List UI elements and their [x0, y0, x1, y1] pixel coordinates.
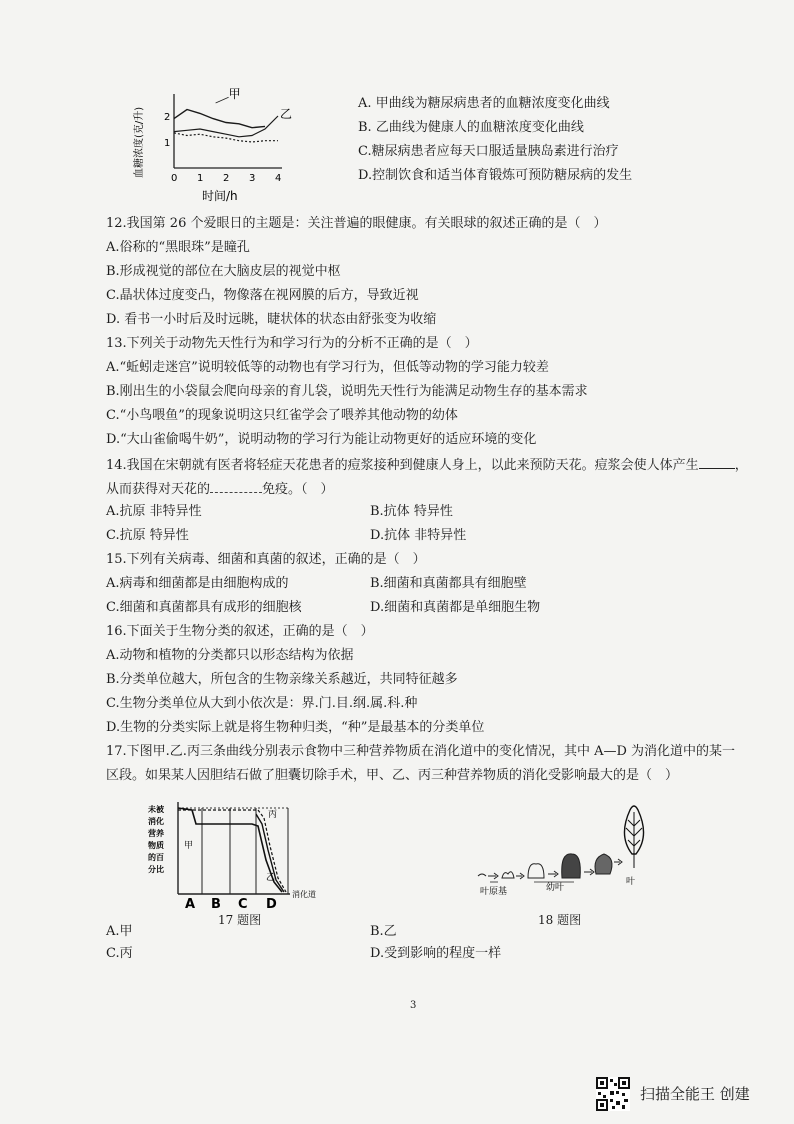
fig17-ylabel-line: 的百	[148, 853, 164, 862]
q17-option-c[interactable]: C.丙	[106, 946, 133, 961]
q13-stem: 13.下列关于动物先天性行为和学习行为的分析不正确的是（ ）	[106, 336, 478, 351]
footer-brand: 扫描全能王 创建	[640, 1085, 750, 1103]
label-young-leaf: 幼叶	[546, 883, 565, 893]
y-tick-label: 1	[164, 138, 171, 149]
fig17-caption: 17 题图	[218, 913, 262, 927]
q12-option-b[interactable]: B.形成视觉的部位在大脑皮层的视觉中枢	[106, 264, 341, 279]
q13-option-d[interactable]: D.“大山雀偷喝牛奶”，说明动物的学习行为能让动物更好的适应环境的变化	[106, 432, 537, 447]
leaf-stage-icon	[595, 854, 612, 874]
q12-option-d[interactable]: D. 看书一小时后及时远眺，睫状体的状态由舒张变为收缩	[106, 312, 437, 327]
q16-option-c[interactable]: C.生物分类单位从大到小依次是：界.门.目.纲.属.科.种	[106, 696, 418, 711]
blood-sugar-chart	[130, 86, 293, 206]
young-leaf-icon	[562, 854, 581, 878]
chart-ylabel: 血糖浓度(克/升)	[134, 106, 145, 178]
q12-option-c[interactable]: C.晶状体过度变凸，物像落在视网膜的后方，导致近视	[106, 288, 419, 303]
fig17-ylabel-line: 未被	[148, 805, 164, 814]
q14-stem-b: 从而获得对天花的	[106, 482, 211, 497]
label-leaf-primordium: 叶原基	[480, 887, 508, 897]
label-leaf: 叶	[626, 877, 636, 887]
q16-option-a[interactable]: A.动物和植物的分类都只以形态结构为依据	[106, 648, 354, 663]
q14-stem-line2	[106, 480, 334, 498]
q17-option-d[interactable]: D.受到影响的程度一样	[370, 946, 502, 961]
x-tick-label: 2	[223, 173, 230, 184]
q11-option-a[interactable]: A. 甲曲线为糖尿病患者的血糖浓度变化曲线	[358, 96, 610, 111]
curve-label-jia: 甲	[184, 841, 194, 851]
q13-option-c[interactable]: C.“小鸟喂鱼”的现象说明这只红雀学会了喂养其他动物的幼体	[106, 408, 458, 423]
q13-option-b[interactable]: B.刚出生的小袋鼠会爬向母亲的育儿袋，说明先天性行为能满足动物生存的基本需求	[106, 384, 588, 399]
q15-option-a[interactable]: A.病毒和细菌都是由细胞构成的	[106, 576, 289, 591]
fig17-ylabel-line: 消化	[148, 817, 164, 826]
q13-option-a[interactable]: A.“蚯蚓走迷宫”说明较低等的动物也有学习行为，但低等动物的学习能力较差	[106, 360, 549, 375]
page-number: 3	[410, 1000, 417, 1011]
digestion-chart	[142, 800, 342, 912]
young-leaf-small-icon	[528, 864, 544, 878]
section-b: B	[211, 897, 221, 912]
series-label-1: 甲	[228, 86, 241, 101]
x-tick-label: 1	[197, 173, 204, 184]
section-a: A	[185, 897, 196, 912]
q11-option-d[interactable]: D.控制饮食和适当体育锻炼可预防糖尿病的发生	[358, 168, 633, 183]
q16-option-b[interactable]: B.分类单位越大，所包含的生物亲缘关系越近，共同特征越多	[106, 672, 458, 687]
series-label-2: 乙	[280, 107, 293, 121]
section-d: D	[266, 897, 277, 912]
fig18-caption: 18 题图	[538, 913, 582, 927]
q14-stem-end: ，	[734, 458, 748, 473]
q15-option-c[interactable]: C.细菌和真菌都具有成形的细胞核	[106, 600, 302, 615]
q17-stem-line2: 区段。如果某人因胆结石做了胆囊切除手术，甲、乙、丙三种营养物质的消化受影响最大的是（ ）	[106, 768, 679, 783]
q14-stem-line1	[106, 456, 748, 474]
q14-blank-2[interactable]	[210, 480, 262, 493]
x-tick-label: 3	[249, 173, 256, 184]
q12-option-a[interactable]: A.俗称的“黑眼珠”是瞳孔	[106, 240, 250, 255]
chart-xlabel: 时间/h	[202, 189, 238, 203]
fig17-ylabel-line: 营养	[148, 829, 164, 838]
q11-option-c[interactable]: C.糖尿病患者应每天口服适量胰岛素进行治疗	[358, 144, 619, 159]
series-label-leader	[216, 97, 229, 103]
x-tick-label: 0	[171, 173, 178, 184]
section-c: C	[238, 897, 248, 912]
fig17-xlabel: 消化道	[292, 890, 316, 899]
q14-stem-c: 免疫。（ ）	[262, 482, 334, 497]
q14-stem-a: 14.我国在宋朝就有医者将轻症天花患者的痘浆接种到健康人身上，以此来预防天花。痘浆会使人体产生	[106, 458, 699, 473]
leaf-development-figure	[470, 798, 670, 902]
q14-option-b[interactable]: B.抗体 特异性	[370, 504, 453, 519]
q16-option-d[interactable]: D.生物的分类实际上就是将生物种归类，“种”是最基本的分类单位	[106, 720, 485, 735]
fig17-ylabel-line: 物质	[148, 841, 164, 850]
q11-option-b[interactable]: B. 乙曲线为健康人的血糖浓度变化曲线	[358, 120, 584, 135]
curve-label-yi: 乙	[266, 873, 276, 883]
q15-option-d[interactable]: D.细菌和真菌都是单细胞生物	[370, 600, 541, 615]
q15-stem: 15.下列有关病毒、细菌和真菌的叙述，正确的是（ ）	[106, 552, 426, 567]
q16-stem: 16.下面关于生物分类的叙述，正确的是（ ）	[106, 624, 374, 639]
curve-label-bing: 丙	[268, 810, 278, 820]
q12-stem: 12.我国第 26 个爱眼日的主题是：关注普遍的眼健康。有关眼球的叙述正确的是（ ）	[106, 216, 607, 231]
x-tick-label: 4	[275, 173, 282, 184]
leaf-primordium-icon	[502, 872, 514, 878]
q14-option-c[interactable]: C.抗原 特异性	[106, 528, 189, 543]
y-tick-label: 2	[164, 112, 171, 123]
q15-option-b[interactable]: B.细菌和真菌都具有细胞壁	[370, 576, 527, 591]
q14-blank-1[interactable]	[699, 456, 735, 469]
q17-option-b[interactable]: B.乙	[370, 924, 397, 939]
q14-option-d[interactable]: D.抗体 非特异性	[370, 528, 467, 543]
q17-option-a[interactable]: A.甲	[106, 924, 133, 939]
bud-icon	[478, 874, 486, 876]
q14-option-a[interactable]: A.抗原 非特异性	[106, 504, 202, 519]
series-line-1	[174, 110, 265, 128]
q17-stem-line1: 17.下图甲.乙.丙三条曲线分别表示食物中三种营养物质在消化道中的变化情况，其中 A—D 为消化道中的某一	[106, 744, 736, 759]
fig17-ylabel-line: 分比	[148, 865, 164, 874]
qr-code-icon	[596, 1077, 630, 1111]
